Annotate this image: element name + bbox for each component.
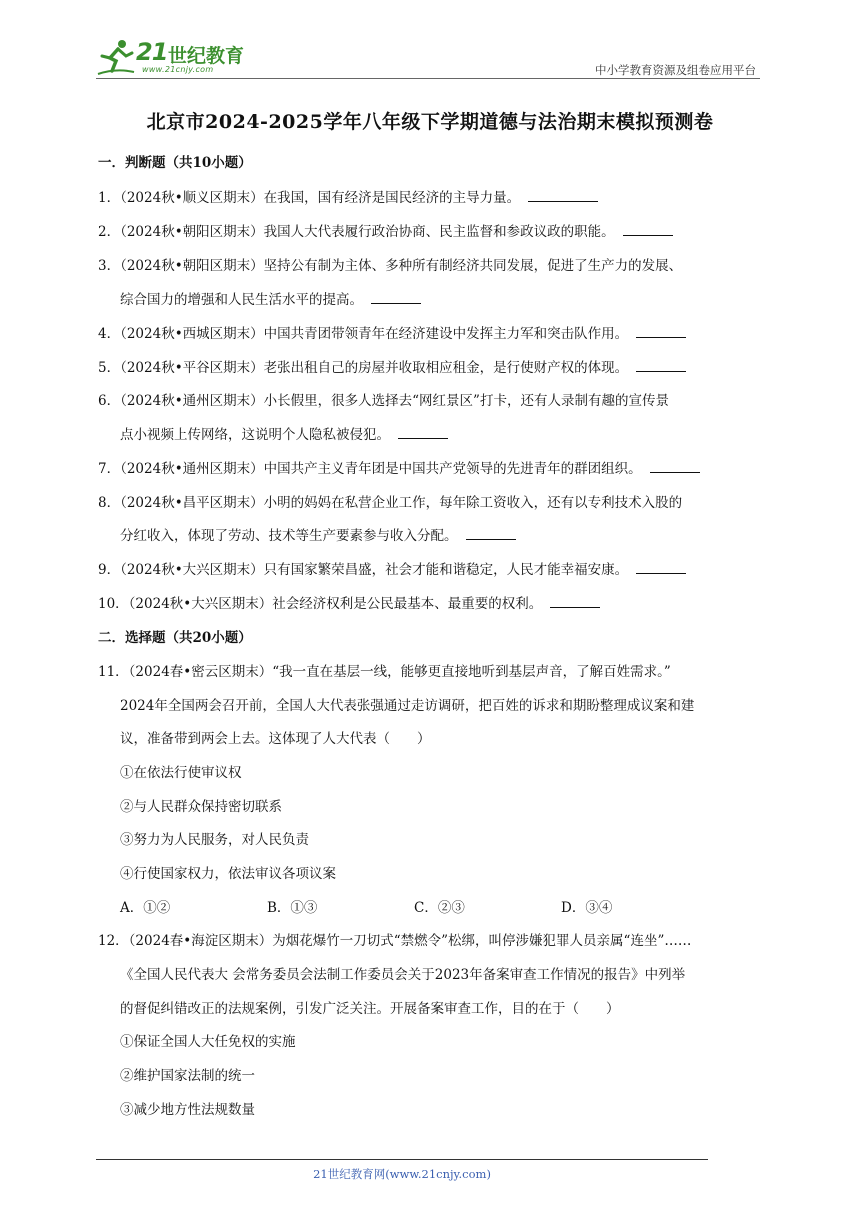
question-8-line2: 分红收入，体现了劳动、技术等生产要素参与收入分配。: [120, 524, 516, 544]
question-3-line2: 综合国力的增强和人民生活水平的提高。: [120, 288, 421, 308]
section-judgement-heading: 一．判断题（共10小题）: [98, 155, 252, 171]
answer-blank[interactable]: [550, 595, 600, 608]
question-12-statement-1: ①保证全国人大任免权的实施: [120, 1034, 296, 1050]
question-7: 7．（2024秋•通州区期末）中国共产主义青年团是中国共产党领导的先进青年的群团组织。: [98, 457, 700, 477]
question-11-statement-1: ①在依法行使审议权: [120, 765, 242, 781]
question-11-line1: 11．（2024春•密云区期末）“我一直在基层一线，能够更直接地听到基层声音，了解百姓需求。”: [98, 664, 671, 680]
answer-blank[interactable]: [528, 189, 598, 202]
answer-blank[interactable]: [371, 291, 421, 304]
answer-blank[interactable]: [398, 426, 448, 439]
header-divider: [96, 78, 760, 79]
site-logo: [96, 38, 266, 78]
runner-icon: [96, 38, 136, 78]
question-5: 5．（2024秋•平谷区期末）老张出租自己的房屋并收取相应租金，是行使财产权的体现。: [98, 356, 686, 376]
question-8-line1: 8．（2024秋•昌平区期末）小明的妈妈在私营企业工作，每年除工资收入，还有以专利技术入股的: [98, 495, 683, 511]
question-2: 2．（2024秋•朝阳区期末）我国人大代表履行政治协商、民主监督和参政议政的职能。: [98, 220, 673, 240]
page-header: [96, 38, 760, 80]
answer-blank[interactable]: [636, 561, 686, 574]
footer-divider: [96, 1159, 708, 1160]
question-6-line2: 点小视频上传网络，这说明个人隐私被侵犯。: [120, 423, 448, 443]
logo-text: 世纪教育: [168, 45, 245, 67]
question-11-statement-4: ④行使国家权力，依法审议各项议案: [120, 866, 336, 882]
question-6-line1: 6．（2024秋•通州区期末）小长假里，很多人选择去“网红景区”打卡，还有人录制有趣的宣传景: [98, 393, 669, 409]
platform-label: 中小学教育资源及组卷应用平台: [595, 63, 756, 77]
question-11-line2: 2024年全国两会召开前，全国人大代表张强通过走访调研，把百姓的诉求和期盼整理成议案和建: [120, 698, 695, 714]
question-11-option-d[interactable]: D．③④: [561, 900, 613, 916]
question-1: 1．（2024秋•顺义区期末）在我国，国有经济是国民经济的主导力量。: [98, 186, 598, 206]
logo-21: 21: [136, 38, 168, 66]
logo-url: www.21cnjy.com: [142, 65, 214, 74]
question-11-line3: 议，准备带到两会上去。这体现了人大代表（ ）: [120, 731, 431, 747]
question-12-line2: 《全国人民代表大 会常务委员会法制工作委员会关于2023年备案审查工作情况的报告》中列举: [120, 967, 686, 983]
question-10: 10．（2024秋•大兴区期末）社会经济权利是公民最基本、最重要的权利。: [98, 592, 600, 612]
question-3-line1: 3．（2024秋•朝阳区期末）坚持公有制为主体、多种所有制经济共同发展，促进了生产力的发展、: [98, 258, 683, 274]
question-12-line1: 12．（2024春•海淀区期末）为烟花爆竹一刀切式“禁燃令”松绑，叫停涉嫌犯罪人员亲属“连坐”……: [98, 933, 692, 949]
question-11-statement-3: ③努力为人民服务，对人民负责: [120, 832, 309, 848]
answer-blank[interactable]: [466, 527, 516, 540]
question-4: 4．（2024秋•西城区期末）中国共青团带领青年在经济建设中发挥主力军和突击队作用。: [98, 322, 686, 342]
question-9: 9．（2024秋•大兴区期末）只有国家繁荣昌盛，社会才能和谐稳定，人民才能幸福安康。: [98, 558, 686, 578]
question-12-statement-2: ②维护国家法制的统一: [120, 1068, 255, 1084]
document-title: 北京市2024-2025学年八年级下学期道德与法治期末模拟预测卷: [146, 111, 714, 133]
answer-blank[interactable]: [650, 460, 700, 473]
answer-blank[interactable]: [636, 359, 686, 372]
question-11-statement-2: ②与人民群众保持密切联系: [120, 799, 282, 815]
question-11-option-c[interactable]: C．②③: [414, 900, 465, 916]
section-choice-heading: 二．选择题（共20小题）: [98, 630, 252, 646]
question-12-statement-3: ③减少地方性法规数量: [120, 1102, 255, 1118]
footer-link[interactable]: 21世纪教育网(www.21cnjy.com): [313, 1167, 491, 1181]
answer-blank[interactable]: [636, 325, 686, 338]
question-11-option-b[interactable]: B．①③: [267, 900, 318, 916]
question-11-option-a[interactable]: A．①②: [120, 900, 171, 916]
answer-blank[interactable]: [623, 223, 673, 236]
question-12-line3: 的督促纠错改正的法规案例，引发广泛关注。开展备案审查工作，目的在于（ ）: [120, 1001, 620, 1017]
